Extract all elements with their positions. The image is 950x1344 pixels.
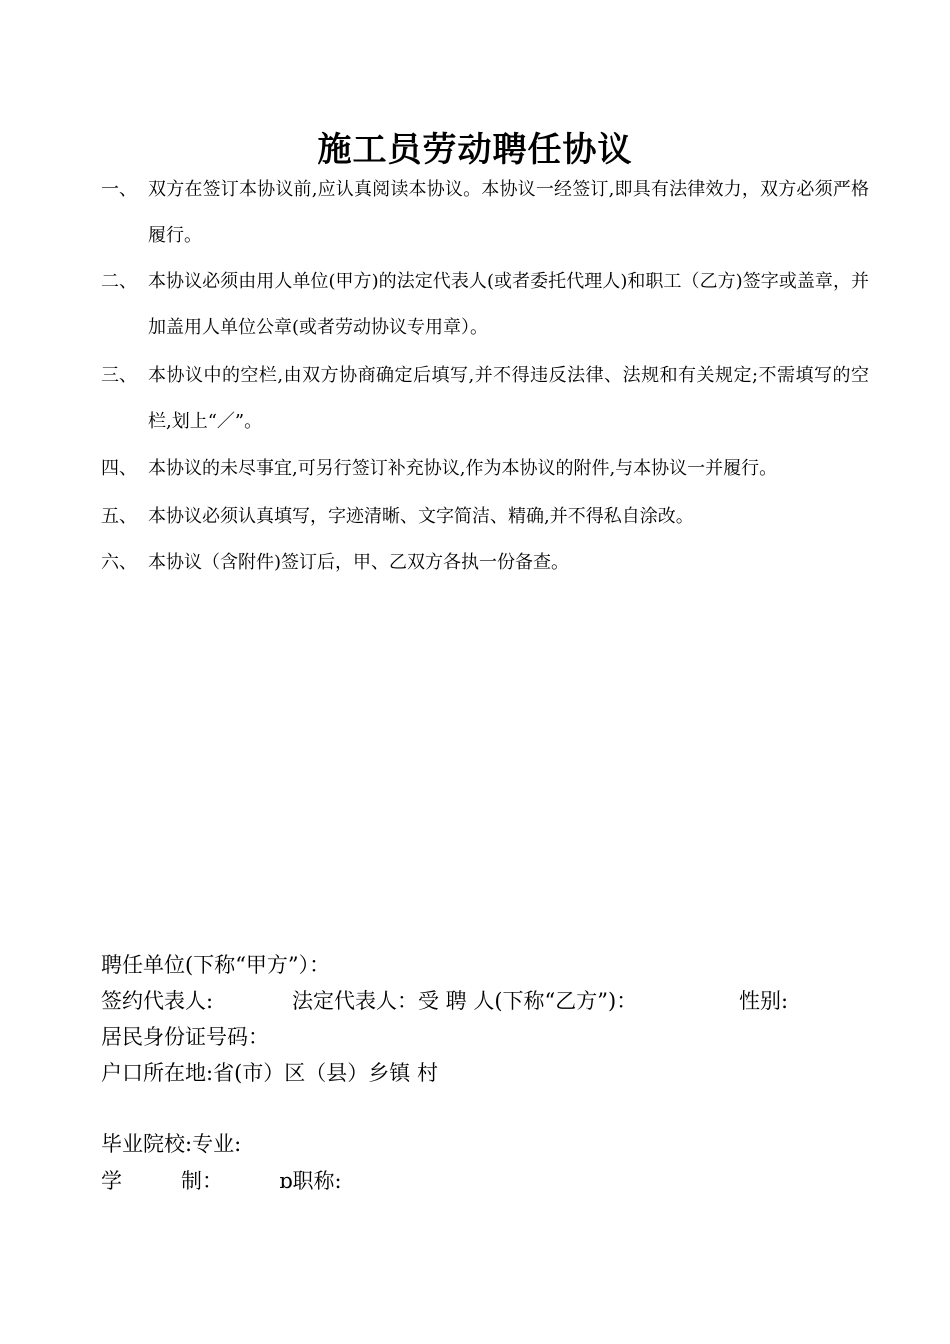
legal-rep-label: 法定代表人：受 聘 人(下称“乙方”)：: [292, 989, 638, 1013]
clause-3: [101, 353, 869, 445]
clause-text: 本协议中的空栏,由双方协商确定后填写,并不得违反法律、法规和有关规定;不需填写的空栏,划上“／”。: [148, 365, 869, 432]
document-title: 施工员劳动聘任协议: [317, 130, 633, 170]
clause-2: [101, 259, 869, 351]
clause-number: 五、: [101, 506, 137, 527]
clause-number: 六、: [101, 552, 137, 573]
hukou-label: 户口所在地:省(市）区（县）乡镇 村: [101, 1061, 438, 1085]
employer-row: [101, 950, 330, 980]
schooling-label: 学: [101, 1169, 122, 1193]
clause-number: 四、: [101, 458, 137, 479]
clause-5: [101, 494, 869, 540]
clause-4: [101, 446, 869, 492]
clause-number: 三、: [101, 365, 137, 386]
clause-text: 本协议必须认真填写，字迹清晰、文字简洁、精确,并不得私自涂改。: [148, 506, 694, 527]
clause-number: 二、: [101, 271, 137, 292]
clause-6: [101, 540, 869, 586]
school-label: 毕业院校:专业:: [101, 1132, 242, 1156]
schooling-label-suffix: 制：: [181, 1169, 223, 1193]
signing-rep-label: 签约代表人:: [101, 989, 214, 1013]
clause-number: 一、: [101, 179, 137, 200]
clause-text: 双方在签订本协议前,应认真阅读本协议。本协议一经签订,即具有法律效力，双方必须严格履行。: [148, 179, 869, 246]
representative-row: [101, 986, 861, 1016]
gender-label: 性别:: [739, 989, 789, 1013]
clause-1: [101, 167, 869, 259]
school-row: [101, 1129, 241, 1159]
hukou-row: [101, 1058, 438, 1088]
clause-text: 本协议的未尽事宜,可另行签订补充协议,作为本协议的附件,与本协议一并履行。: [148, 458, 778, 479]
clause-text: 本协议（含附件)签订后，甲、乙双方各执一份备查。: [148, 552, 570, 573]
clause-text: 本协议必须由用人单位(甲方)的法定代表人(或者委托代理人)和职工（乙方)签字或盖章，并加盖用人单位公章(或者劳动协议专用章）。: [148, 271, 869, 338]
employer-label: 聘任单位(下称“甲方”）：: [101, 953, 331, 977]
schooling-row: [101, 1166, 501, 1196]
id-number-label: 居民身份证号码：: [101, 1025, 269, 1049]
professional-title-label: ɒ职称:: [279, 1169, 342, 1193]
id-number-row: [101, 1022, 269, 1052]
